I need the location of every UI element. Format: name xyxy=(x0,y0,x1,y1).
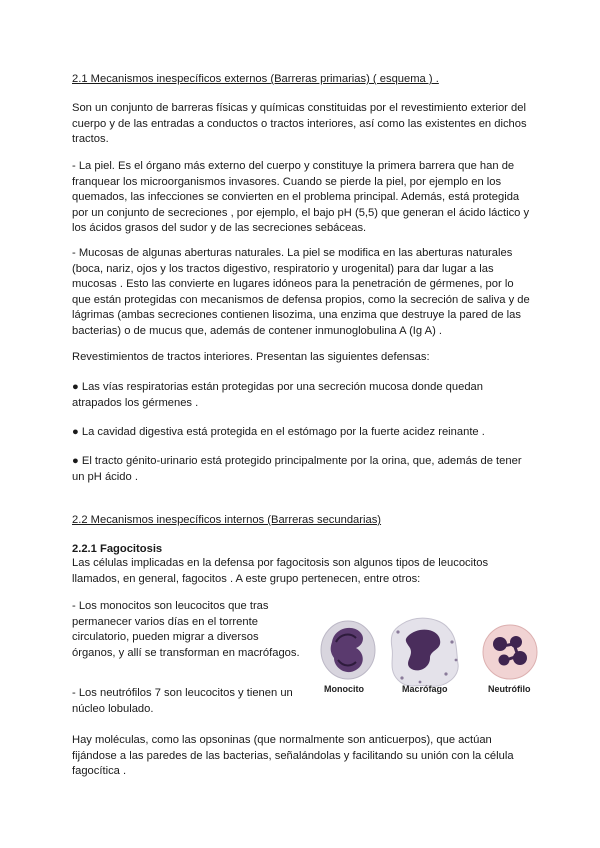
subsection-fagocitosis-title: 2.2.1 Fagocitosis xyxy=(72,543,163,555)
section-2-1-heading: 2.1 Mecanismos inespecíficos externos (Barreras primarias) ( esquema ) . xyxy=(72,73,439,85)
section-2-1-intro: Son un conjunto de barreras físicas y químicas constituidas por el revestimiento exterior del cuerpo y de las entradas a conductos o tractos interiores, así como las existentes en dichos tractos. xyxy=(72,102,527,146)
paragraph-opsoninas: Hay moléculas, como las opsoninas (que normalmente son anticuerpos), que actúan fijándose a las paredes de las bacterias, señalándolas y facilitando su unión con la célula fagocítica . xyxy=(72,734,514,778)
bullet-digestiva: ● La cavidad digestiva está protegida en el estómago por la fuerte acidez reinante . xyxy=(72,426,485,438)
paragraph-revestimientos: Revestimientos de tractos interiores. Presentan las siguientes defensas: xyxy=(72,351,430,363)
paragraph-mucosas: - Mucosas de algunas aberturas naturales. La piel se modifica en las aberturas naturales (boca, nariz, ojos y los tractos digestivo, respiratorio y urogenital) para dar lugar a las mucosas . Esto las convierte en lugares idóneos para la penetración de gérmenes, por lo que están protegidas con mecanismos de defensa propios, como la secreción de saliva y de lágrimas (ambas secreciones contienen lisozima, una enzima que destruye la pared de las bacterias) o de mucus que, además de contener inmunoglobulina A (Ig A) . xyxy=(72,247,530,337)
paragraph-fagocitos: Las células implicadas en la defensa por fagocitosis son algunos tipos de leucocitos llamados, en general, fagocitos . A este grupo pertenecen, entre otros: xyxy=(72,557,489,585)
label-neutrofilo: Neutrófilo xyxy=(488,684,531,694)
label-monocito: Monocito xyxy=(324,684,364,694)
label-macrofago: Macrófago xyxy=(402,684,448,694)
paragraph-neutrofilos: - Los neutrófilos 7 son leucocitos y tienen un núcleo lobulado. xyxy=(72,687,293,715)
phagocytes-figure xyxy=(318,612,548,712)
section-2-2-heading: 2.2 Mecanismos inespecíficos internos (Barreras secundarias) xyxy=(72,514,382,526)
paragraph-monocitos: - Los monocitos son leucocitos que tras permanecer varios días en el torrente circulatorio, pueden migrar a diversos órganos, y allí se transforman en macrófagos. xyxy=(72,600,300,659)
bullet-genito-urinario: ● El tracto génito-urinario está protegido principalmente por la orina, que, además de tener un pH ácido . xyxy=(72,455,522,483)
phagocytes-illustration xyxy=(318,612,548,692)
bullet-respiratorias: ● Las vías respiratorias están protegidas por una secreción mucosa donde quedan atrapados los gérmenes . xyxy=(72,381,483,409)
neutrophil-cell-image xyxy=(483,625,537,679)
paragraph-piel: - La piel. Es el órgano más externo del cuerpo y constituye la primera barrera que han de franquear los microorganismos invasores. Cuando se pierde la piel, por ejemplo en los quemados, las infecciones se convierten en el problema principal. Además, está protegida por un conjunto de secreciones , por ejemplo, el bajo pH (5,5) que generan el ácido láctico y los ácidos grasos del sudor y de las secreciones sebáceas. xyxy=(72,160,530,235)
monocyte-cell-image xyxy=(321,621,375,679)
macrophage-cell-image xyxy=(391,618,458,686)
